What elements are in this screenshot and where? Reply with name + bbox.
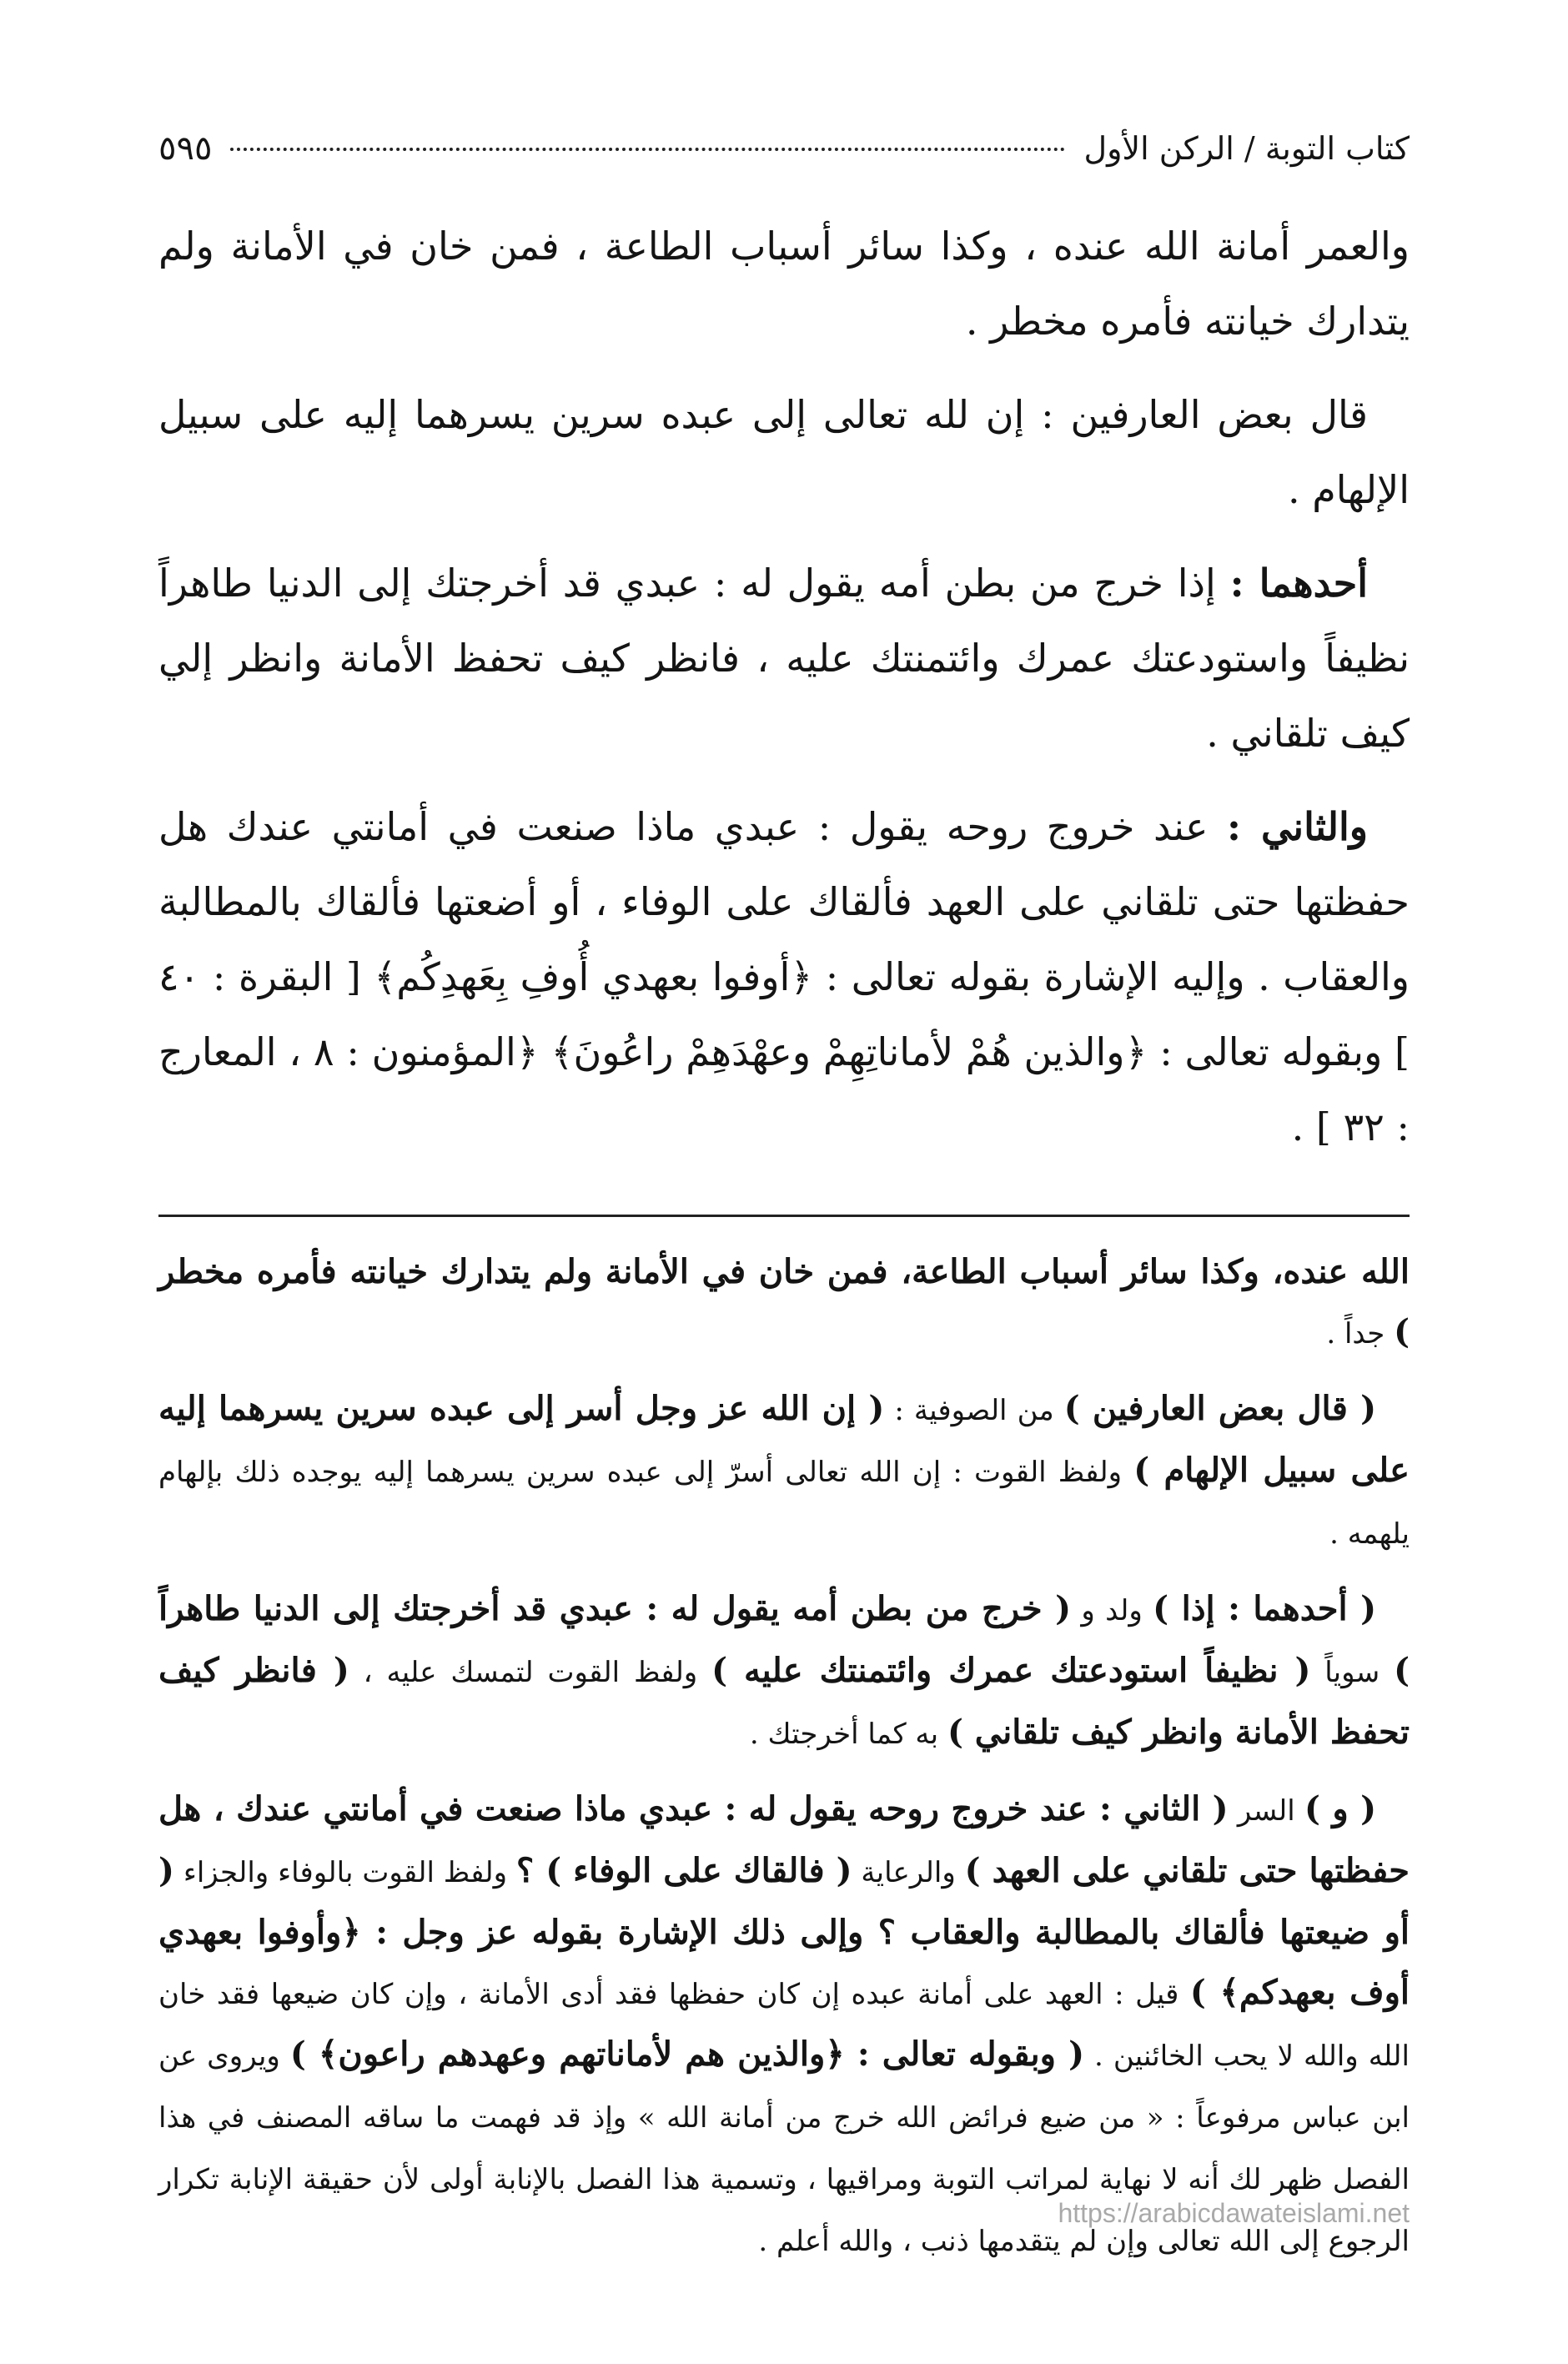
note-1-comment: جداً . [1326,1317,1395,1350]
note-3-quote-a: ( أحدهما : إذا ) [1153,1589,1377,1628]
note-2-comment-a: من الصوفية : [884,1394,1064,1427]
note-4-comment-d: قيل : العهد على أمانة عبده إن كان حفظها فقد أدى الأمانة ، وإن كان ضيعها فقد خان الله والله لا يحب الخائنين . [158,1978,1410,2073]
note-2-comment-b: ولفظ القوت : إن الله تعالى أسرّ إلى عبده سرين يسرهما إليه يوجده ذلك بإلهام يلهمه . [158,1456,1410,1551]
note-1-quote: الله عنده، وكذا سائر أسباب الطاعة، فمن خان في الأمانة ولم يتدارك خيانته فأمره مخطر ) [158,1252,1410,1351]
note-paragraph-3 [158,1579,1410,1764]
second-secret-text: عند خروج روحه يقول : عبدي ماذا صنعت في أمانتي عندك هل حفظتها حتى تلقاني على العهد فألقاك على الوفاء ، أو أضعتها فألقاك بالمطالبة والعقاب . وإليه الإشارة بقوله تعالى : ﴿أوفوا بعهدي أُوفِ بِعَهدِكُم﴾ [ البقرة : ٤٠ ] وبقوله تعالى : ﴿والذين هُمْ لأماناتِهِمْ وعهْدَهِمْ راعُونَ﴾ ﴿المؤمنون : ٨ ، المعارج : ٣٢ ] . [158,804,1410,1149]
note-3-comment-a: ولد و [1071,1594,1153,1627]
note-2-quote-b: ( إن الله عز وجل أسر إلى عبده سرين يسرهما إليه على سبيل الإلهام ) [158,1389,1410,1490]
main-paragraph-4 [158,789,1410,1164]
note-4-quote-b: ( الثاني : عند خروج روحه يقول له : عبدي ماذا صنعت في أمانتي عندك ، هل حفظتها حتى تلقاني على العهد ) [158,1789,1410,1890]
note-4-comment-e: ويروى عن ابن عباس مرفوعاً : « من ضيع فرائض الله خرج من أمانة الله » وإذ قد فهمت ما ساقه المصنف في هذا الفصل ظهر لك أنه لا نهاية لمراتب التوبة ومراقيها ، وتسمية هذا الفصل بالإنابة أولى لأن حقيقة الإنابة تكرار الرجوع إلى الله تعالى وإن لم يتقدمها ذنب ، والله أعلم . [158,2040,1410,2258]
note-4-quote-d: ( أو ضيعتها فألقاك بالمطالبة والعقاب ؟ وإلى ذلك الإشارة بقوله عز وجل : ﴿وأوفوا بعهدي أوف بعهدكم﴾ ) [158,1851,1410,2012]
note-3-comment-b: سوياً [1310,1656,1395,1689]
commentary-text [158,1242,1410,2271]
note-4-quote-c: ( فالقاك على الوفاء ) ؟ [515,1851,852,1890]
running-header [158,125,1410,184]
second-secret-heading: والثاني : [1227,804,1369,849]
page-number: ٥٩٥ [158,129,213,168]
book-page [158,125,1410,2286]
main-paragraph-1: والعمر أمانة الله عنده ، وكذا سائر أسباب الطاعة ، فمن خان في الأمانة ولم يتدارك خيانته فأمره مخطر . [158,224,1410,344]
note-3-comment-d: به كما أخرجتك . [749,1718,947,1751]
note-3-quote-d: ( فانظر كيف تحفظ الأمانة وانظر كيف تلقاني ) [158,1651,1410,1752]
note-4-quote-e: ( وبقوله تعالى : ﴿والذين هم لأماناتهم وعهدهم راعون﴾ ) [289,2035,1085,2074]
first-secret-heading: أحدهما : [1229,561,1368,606]
main-text [158,209,1410,1164]
note-paragraph-1 [158,1242,1410,1364]
running-title: كتاب التوبة / الركن الأول [1083,130,1410,167]
note-4-comment-a: السر [1228,1794,1305,1828]
note-4-quote-a: ( و ) [1304,1789,1376,1828]
note-paragraph-2 [158,1379,1410,1564]
note-3-comment-c: ولفظ القوت لتمسك عليه ، [349,1656,712,1689]
note-2-quote-a: ( قال بعض العارفين ) [1063,1389,1376,1428]
note-3-quote-b: ( خرج من بطن أمه يقول له : عبدي قد أخرجتك إلى الدنيا طاهراً ) [158,1589,1410,1690]
note-4-comment-b: والرعاية [852,1856,965,1889]
main-paragraph-2: قال بعض العارفين : إن لله تعالى إلى عبده سرين يسرهما إليه على سبيل الإلهام . [158,392,1410,512]
leader-dots [230,148,1065,151]
first-secret-text: إذا خرج من بطن أمه يقول له : عبدي قد أخرجتك إلى الدنيا طاهراً نظيفاً واستودعتك عمرك وائتمنتك عليه ، فانظر كيف تحفظ الأمانة وانظر إلي كيف تلقاني . [158,561,1410,756]
main-paragraph-3 [158,546,1410,771]
note-3-quote-c: ( نظيفاً استودعتك عمرك وائتمنتك عليه ) [711,1651,1311,1690]
note-4-comment-c: ولفظ القوت بالوفاء والجزاء [173,1856,516,1889]
source-watermark: https://arabicdawateislami.net [1058,2198,1410,2228]
commentary-divider [158,1215,1410,1217]
